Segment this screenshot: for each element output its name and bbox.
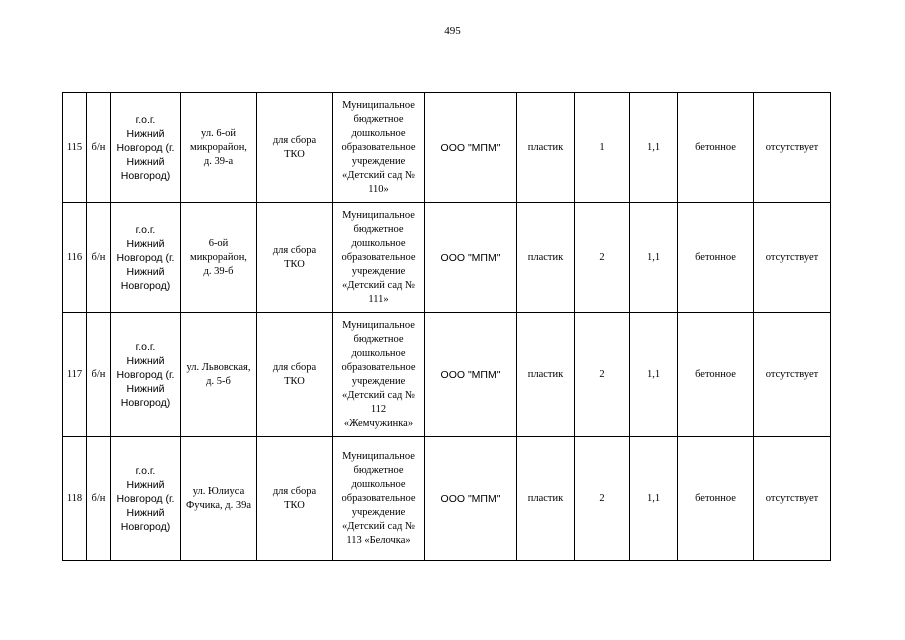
container-count-cell: 2 — [575, 313, 630, 437]
fence-cell: отсутствует — [754, 437, 831, 561]
district-cell: г.о.г. Нижний Новгород (г. Нижний Новгород) — [111, 313, 181, 437]
table-row — [63, 313, 831, 437]
row-status: б/н — [87, 203, 111, 313]
surface-cell: бетонное — [678, 203, 754, 313]
address-cell: ул. Львовская, д. 5-б — [181, 313, 257, 437]
row-status: б/н — [87, 313, 111, 437]
purpose-cell: для сбора ТКО — [257, 203, 333, 313]
table-row — [63, 93, 831, 203]
surface-cell: бетонное — [678, 437, 754, 561]
fence-cell: отсутствует — [754, 203, 831, 313]
district-cell: г.о.г. Нижний Новгород (г. Нижний Новгород) — [111, 93, 181, 203]
fence-cell: отсутствует — [754, 313, 831, 437]
row-status: б/н — [87, 93, 111, 203]
operator-cell: ООО "МПМ" — [425, 93, 517, 203]
material-cell: пластик — [517, 437, 575, 561]
address-cell: ул. Юлиуса Фучика, д. 39а — [181, 437, 257, 561]
row-number: 117 — [63, 313, 87, 437]
operator-cell: ООО "МПМ" — [425, 203, 517, 313]
container-volume-cell: 1,1 — [630, 313, 678, 437]
table-row — [63, 203, 831, 313]
purpose-cell: для сбора ТКО — [257, 93, 333, 203]
container-count-cell: 2 — [575, 437, 630, 561]
material-cell: пластик — [517, 313, 575, 437]
row-number: 116 — [63, 203, 87, 313]
district-cell: г.о.г. Нижний Новгород (г. Нижний Новгород) — [111, 203, 181, 313]
owner-cell: Муниципальное бюджетное дошкольное образовательное учреждение «Детский сад № 112 «Жемчужинка» — [333, 313, 425, 437]
container-volume-cell: 1,1 — [630, 93, 678, 203]
operator-cell: ООО "МПМ" — [425, 437, 517, 561]
material-cell: пластик — [517, 93, 575, 203]
operator-cell: ООО "МПМ" — [425, 313, 517, 437]
waste-site-registry-table — [62, 92, 831, 561]
fence-cell: отсутствует — [754, 93, 831, 203]
container-count-cell: 1 — [575, 93, 630, 203]
owner-cell: Муниципальное бюджетное дошкольное образовательное учреждение «Детский сад № 110» — [333, 93, 425, 203]
owner-cell: Муниципальное бюджетное дошкольное образовательное учреждение «Детский сад № 111» — [333, 203, 425, 313]
row-status: б/н — [87, 437, 111, 561]
container-volume-cell: 1,1 — [630, 437, 678, 561]
address-cell: 6-ой микрорайон, д. 39-б — [181, 203, 257, 313]
material-cell: пластик — [517, 203, 575, 313]
district-cell: г.о.г. Нижний Новгород (г. Нижний Новгород) — [111, 437, 181, 561]
purpose-cell: для сбора ТКО — [257, 313, 333, 437]
surface-cell: бетонное — [678, 93, 754, 203]
row-number: 118 — [63, 437, 87, 561]
container-count-cell: 2 — [575, 203, 630, 313]
address-cell: ул. 6-ой микрорайон, д. 39-а — [181, 93, 257, 203]
page-number: 495 — [444, 25, 461, 37]
container-volume-cell: 1,1 — [630, 203, 678, 313]
surface-cell: бетонное — [678, 313, 754, 437]
purpose-cell: для сбора ТКО — [257, 437, 333, 561]
owner-cell: Муниципальное бюджетное дошкольное образовательное учреждение «Детский сад № 113 «Белочка» — [333, 437, 425, 561]
row-number: 115 — [63, 93, 87, 203]
table-row — [63, 437, 831, 561]
